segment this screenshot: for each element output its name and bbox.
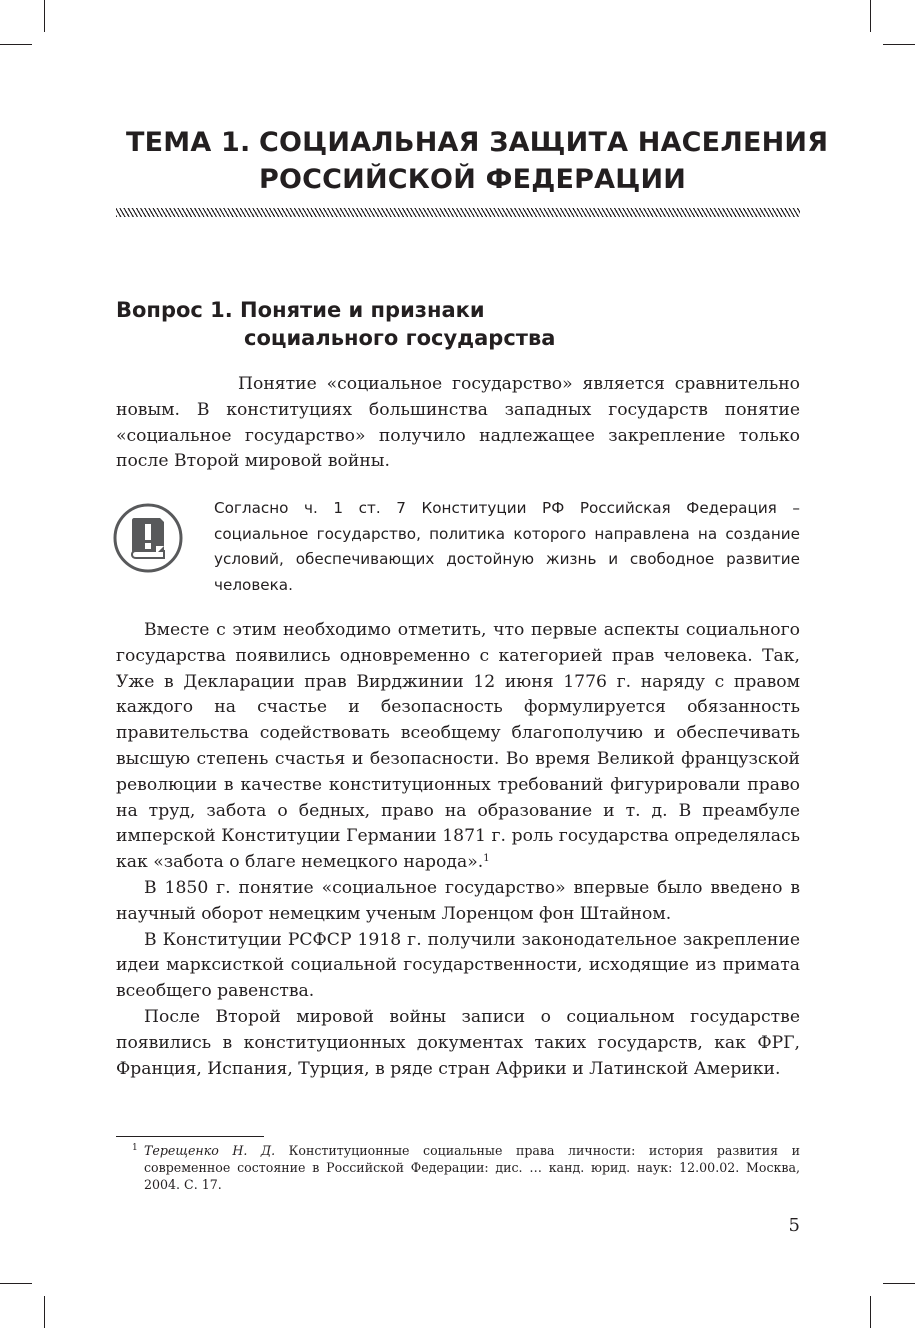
body-paragraph: В Конституции РСФСР 1918 г. получили законодательное закрепление идеи марксисткой социальной государственности, исходящие из примата всеобщего равенства. — [116, 929, 800, 1002]
footnote-reference[interactable]: 1 — [483, 853, 490, 865]
page-number: 5 — [788, 1215, 800, 1236]
crop-mark — [44, 1296, 45, 1328]
exclamation-book-icon — [112, 502, 184, 574]
body-paragraph: В 1850 г. понятие «социальное государство» впервые было введено в научный оборот немецким ученым Лоренцом фон Штайном. — [116, 877, 800, 924]
question-title-line2: социального государства — [244, 326, 556, 350]
hatched-divider — [116, 208, 800, 217]
intro-paragraph: Понятие «социальное государство» является сравнительно новым. В конституциях большинства западных государств понятие «социальное государство» получило надлежащее закрепление только после Второй мировой войны. — [116, 374, 800, 472]
crop-mark — [883, 1283, 915, 1284]
note-text: Согласно ч. 1 ст. 7 Конституции РФ Российская Федерация – социальное государство, политика которого направлена на создание условий, обеспечивающих достойную жизнь и свободное развитие человека. — [214, 499, 800, 595]
question-title-line1: Вопрос 1. Понятие и признаки — [116, 298, 485, 322]
footnote-author: Терещенко Н. Д. — [144, 1143, 276, 1158]
crop-mark — [870, 1296, 871, 1328]
footnote-citation: Конституционные социальные права личности: история развития и современное состояние в Российской Федерации: дис. … канд. юрид. наук: 12.00.02. Москва, 2004. С. 17. — [144, 1143, 801, 1192]
body-paragraph — [116, 618, 800, 876]
crop-mark — [0, 1283, 32, 1284]
footnote-text — [116, 1142, 800, 1193]
topic-title-line1: СОЦИАЛЬНАЯ ЗАЩИТА НАСЕЛЕНИЯ — [259, 127, 829, 158]
crop-mark — [0, 44, 32, 45]
body-paragraph: После Второй мировой войны записи о социальном государстве появились в конституционных документах таких государств, как ФРГ, Франция, Испания, Турция, в ряде стран Африки и Латинской Америки. — [116, 1006, 800, 1079]
crop-mark — [883, 44, 915, 45]
footnote-separator — [116, 1136, 264, 1137]
body-paragraph-text: Вместе с этим необходимо отметить, что первые аспекты социального государства появились одновременно с категорией прав человека. Так, Уже в Декларации прав Вирджинии 12 июня 1776 г. наряду с правом каждого на счастье и безопасность формулируется обязанность правительства содействовать всеобщему благополучию и обеспечивать высшую степень счастья и безопасности. Во время Великой французской революции в качестве конституционных требований фигурировали право на труд, забота о бедных, право на образование и т. д. В преамбуле имперской Конституции Германии 1871 г. роль государства определялась как «забота о благе немецкого народа». — [116, 620, 800, 873]
crop-mark — [870, 0, 871, 32]
footnote — [116, 1142, 800, 1193]
topic-title-line2: РОССИЙСКОЙ ФЕДЕРАЦИИ — [259, 164, 687, 195]
body-text — [116, 618, 800, 1082]
crop-mark — [44, 0, 45, 32]
topic-number: ТЕМА 1. — [126, 127, 251, 158]
footnote-mark: 1 — [132, 1143, 138, 1153]
